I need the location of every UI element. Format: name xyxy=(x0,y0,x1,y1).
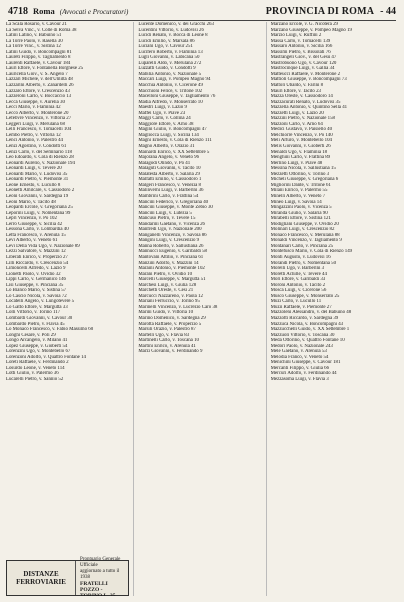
directory-entry: Losurdo Leone, v. Veneto 114 xyxy=(6,365,65,371)
directory-entry: Malagodi Olindo, v. Po 41 xyxy=(138,160,191,166)
directory-entry: Magliocca Luigi, v. Sicilia 134 xyxy=(138,132,199,138)
directory-entry: Magini Giulio, v. Boncompagni 47 xyxy=(138,127,207,133)
directory-entry: Maestri Luigi, v. Lazio 9 xyxy=(138,105,187,111)
advertisement-line: Prontuario Generale Ufficiale xyxy=(80,557,121,568)
directory-entry: Menichini Giuseppe, v. Cavour 181 xyxy=(270,360,341,366)
directory-entry: Lenci Antonio, v. Palestro 44 xyxy=(6,138,64,144)
directory-entry: Milani Enrico, v. Palermo 55 xyxy=(270,188,328,194)
directory-entry: Mineo Luigi, v. Savoia 14 xyxy=(270,199,322,205)
directory-entry: Massa Carlo, v. Tomacelli 139 xyxy=(270,38,331,44)
directory-entry: Leporini Luigi, v. Nomentana 99 xyxy=(6,210,71,216)
directory-entry: Leggeri Luigi, v. Merulana 68 xyxy=(6,121,65,127)
directory-entry: Lazzarini Alberto, v. Zanardelli 26 xyxy=(6,83,74,89)
directory-entry: Marani Pietro, v. Ovidio 10 xyxy=(138,271,193,277)
directory-entry: Lisi Giuseppe, v. Pinciana 35 xyxy=(6,282,64,288)
directory-entry: Luciani Ugo, v. Cavour 251 xyxy=(138,44,193,50)
directory-entry: Morelli Ugo, v. Barberini 3 xyxy=(270,266,325,272)
directory-entry: Mazzuca Nicola, v. Boncompagni 43 xyxy=(270,321,344,327)
directory-entry: Menaldi Ugo, v. Flaminia 18 xyxy=(270,149,328,155)
directory-entry: Malaguti Giovanni, v. Tacito 10 xyxy=(138,166,201,172)
directory-entry: Mantovani Attilio, v. Pinciana 61 xyxy=(138,254,204,260)
directory-entry: Lombardo Pietro, v. Flavia 45 xyxy=(6,321,65,327)
directory-entry: Marzano Giuseppe, v. Pompeo Magno 19 xyxy=(270,27,352,33)
directory-entry: Mazzoleni Alessandro, v. del Babuino 48 xyxy=(270,310,352,316)
directory-entry: Morandi Pietro, v. Nomentana 50 xyxy=(270,260,337,266)
directory-entry: Mazzoni Carlo, v. Arno 64 xyxy=(270,121,323,127)
directory-entry: Malfatti Emilio, v. Cassiodoro 1 xyxy=(138,177,202,183)
directory-entry: Mazzotti Riccardo, v. Sardegna 39 xyxy=(270,315,339,321)
entry-columns xyxy=(6,22,398,596)
directory-entry: Malatesta Alberto, v. Salaria 29 xyxy=(138,171,200,177)
directory-entry: Menghini Carlo, v. Frattina 89 xyxy=(270,155,331,161)
page-suffix: - 44 xyxy=(380,6,396,17)
directory-entry: Lorenzini Ugo, v. Montebello 67 xyxy=(6,349,71,355)
directory-entry: Medori Paolo, v. Nazionale 243 xyxy=(270,343,333,349)
directory-entry: Mazzacurati Renato, v. Ludovisi 35 xyxy=(270,99,341,105)
directory-entry: Marcucci Nazzareno, v. Paola 12 xyxy=(138,293,203,299)
directory-entry: Lo Bianco Mario, v. Sistina 57 xyxy=(6,288,67,294)
directory-entry: Mancini Luigi, v. Lutezia 5 xyxy=(138,210,192,216)
railway-distances-advertisement xyxy=(6,557,129,596)
directory-entry: Montanari Carlo, v. Pinciana 25 xyxy=(270,243,334,249)
directory-entry: Marzi Giovanni, v. Ferdinando 9 xyxy=(138,349,203,355)
directory-entry: Mambrini Carlo, v. Frattina 54 xyxy=(138,193,199,199)
directory-entry: Maccari Luigi, v. Pompeo Magno 94 xyxy=(138,77,211,83)
province-title: PROVINCIA DI ROMA xyxy=(265,6,375,17)
page-number: 4718 xyxy=(8,6,28,17)
directory-entry: Mancini Federico, v. Gregoriana 40 xyxy=(138,199,209,205)
directory-entry: Lotti Giulio, v. Palermo 36 xyxy=(6,371,59,377)
directory-entry: Meda Ottorino, v. Quattro Fontane 10 xyxy=(270,338,345,344)
directory-entry: Mazza Oreste, v. Cassiodoro 14 xyxy=(270,94,333,100)
directory-entry: Lolli Vittorio, v. Torino 117 xyxy=(6,310,61,316)
directory-entry: Lilli Riccardo, v. Crescenzio 54 xyxy=(6,260,69,266)
directory-entry: Manganelli Vincenzo, v. Savoia 86 xyxy=(138,232,207,238)
directory-entry: Maraini Antonio, v. Piemonte 102 xyxy=(138,266,205,272)
directory-entry: Lucifero Roberto, v. Flaminia 13 xyxy=(138,49,203,55)
advertisement-line: aggiornato a tutto il 1938 xyxy=(80,569,120,580)
directory-entry: Mazzucchelli Guido, v. XX Settembre 1 xyxy=(270,327,350,333)
directory-entry: Marzio Luigi, v. Ruffini 2 xyxy=(270,33,322,39)
directory-entry: Leoni Giovanni, v. Sardegna 19 xyxy=(6,193,69,199)
directory-entry: Levi Alberto, v. Veneto 61 xyxy=(6,238,58,244)
directory-entry: Magni Ernesto, v. Cola di Rienzo 111 xyxy=(138,138,212,144)
directory-entry: Lo Cascio Nicola, v. Savoia 72 xyxy=(6,293,67,299)
directory-entry: Lazzari Michele, v. dell'Umiltà 48 xyxy=(6,77,73,83)
directory-entry: Lombardi Giovanni, v. Cavour 30 xyxy=(6,315,73,321)
directory-entry: Moroni Antonio, v. Tacito 2 xyxy=(270,282,326,288)
directory-entry: Leonardi Pietro, v. Piemonte 31 xyxy=(6,177,69,183)
directory-entry: Muzi Carlo, v. Lucullo 11 xyxy=(270,299,322,305)
directory-entry: Macchia Antonio, v. Cicerone 49 xyxy=(138,83,203,89)
directory-entry: Manzini Adolfo, v. Mazzini 14 xyxy=(138,260,199,266)
directory-entry: Leopardi Ercole, v. Gregoriana 25 xyxy=(6,205,73,211)
directory-entry: Massimi Pietro, v. Bissolati 76 xyxy=(270,49,331,55)
directory-entry: Lucentini Vittorio, v. Ludovisi 26 xyxy=(138,27,204,33)
directory-entry: La Scala Rosario, v. Cavour 21 xyxy=(6,22,67,27)
directory-entry: Merlino Luigi, v. Piave 48 xyxy=(270,160,323,166)
directory-entry: Mastrobuono Ugo, v. Cavour 120 xyxy=(270,60,337,66)
directory-entry: Lazzaro Ettore, v. Crescenzio 43 xyxy=(6,88,70,94)
directory-entry: Mauri Ettore, v. Tacito 23 xyxy=(270,88,321,94)
directory-entry: Lucidi Emilio, v. Marsala 86 xyxy=(138,38,195,44)
directory-entry: Minelli Alberto, v. Veneto 7 xyxy=(270,193,326,199)
directory-entry: Lelli Francesco, v. Tomacelli 104 xyxy=(6,127,72,133)
directory-entry: Lezzi Salvatore, v. Mazzini 12 xyxy=(6,249,66,255)
directory-entry: Majorana Angelo, v. Veneto 96 xyxy=(138,155,200,161)
directory-entry: Letta Francesco, v. Arenula 15 xyxy=(6,232,66,238)
directory-entry: Locatelli Angelo, v. Lungotevere 5 xyxy=(6,299,75,305)
directory-entry: Mannucci Eugenio, v. Garibaldi 58 xyxy=(138,249,208,255)
advertisement-publisher: FRATELLI POZZO - TORINO xyxy=(80,581,108,596)
directory-entry: Lugli Giovanni, v. Labicana 50 xyxy=(138,55,200,61)
directory-entry: Leonardi Mario, v. Ludovisi 35 xyxy=(6,171,68,177)
directory-entry: Mastrocinque Luigi, v. Gallia 34 xyxy=(270,66,335,72)
directory-entry: Mele Gaetano, v. Arenula 53 xyxy=(270,349,327,355)
directory-entry: Lopez Giuseppe, v. Gioberti 54 xyxy=(6,343,68,349)
directory-entry: Massaro Antonio, v. Sicilia 166 xyxy=(270,44,333,50)
directory-entry: Lecci Mario, v. Flaminia 42 xyxy=(6,105,61,111)
directory-entry: Lorenzoni Adolfo, v. Quattro Fontane 14 xyxy=(6,354,86,360)
directory-entry: Medici Gustavo, v. Paisiello 40 xyxy=(270,127,333,133)
directory-entry: Muzii Raffaele, v. Piemonte 27 xyxy=(270,304,332,310)
directory-entry: Mattioli Giuseppe, v. Boncompagni 73 xyxy=(270,77,347,83)
directory-entry: Melchiorre Vincenzo, v. Po 140 xyxy=(270,132,333,138)
directory-entry: Lenzi Carlo, v. del Seminario 118 xyxy=(6,149,72,155)
directory-entry: Lo Monaco Francesco, v. Fabio Massimo 60 xyxy=(6,327,94,333)
directory-entry: Macchioni Felice, v. Tritone 102 xyxy=(138,88,203,94)
directory-entry: Mezzetti Ottorino, v. Torino 3 xyxy=(270,171,330,177)
directory-entry: Leone Ernesto, v. Lucullo 8 xyxy=(6,182,61,188)
advertisement-title: DISTANZE FERROVIARIE xyxy=(7,561,76,595)
directory-entry: Lessona Carlo, v. Lombardia 40 xyxy=(6,227,69,233)
header-left xyxy=(8,6,128,17)
directory-entry: Matteucci Raffaele, v. Monterone 2 xyxy=(270,71,341,77)
directory-entry: Migliorini Dante, v. Tritone 61 xyxy=(270,182,331,188)
directory-entry: Musco Giuseppe, v. Monserrato 25 xyxy=(270,293,340,299)
advertisement-price: L. 35 xyxy=(103,593,116,596)
directory-entry: Mabilia Antonio, v. Nazionale 5 xyxy=(138,71,202,77)
directory-entry: Latini Latino, v. Babuino 51 xyxy=(6,33,62,39)
directory-entry: Lauricella Giov., v. S. Angelo 7 xyxy=(6,71,68,77)
directory-entry: Mirabelli Ettore, v. Sistina 121 xyxy=(270,216,331,222)
directory-entry: Molinari Luigi, v. Crescenzio 82 xyxy=(270,227,335,233)
directory-entry: La Selva Vinc., v. Colle di Roma 38 xyxy=(6,27,77,33)
directory-entry: Leo Edoardo, v. Cola di Rienzo 28 xyxy=(6,155,74,161)
directory-entry: Lucente Domenico, v. dei Gracchi 263 xyxy=(138,22,214,27)
directory-entry: Mastrangeli Giov., v. del Gesù 47 xyxy=(270,55,337,61)
directory-entry: Mangini Luigi, v. Crescenzio 9 xyxy=(138,238,200,244)
directory-entry: Mazzella Antonio, v. Quintino Sella 41 xyxy=(270,105,348,111)
directory-entry: Lepri Vincenzo, v. Po 102 xyxy=(6,216,57,222)
directory-entry: Miranda Giulio, v. Salaria 90 xyxy=(270,210,328,216)
directory-entry: Maffei Ugo, v. Piave 23 xyxy=(138,110,186,116)
directory-entry: Mattoli Ubaldo, v. Farini 8 xyxy=(270,83,324,89)
directory-entry: Mori Ettore, v. Garibaldi 33 xyxy=(270,277,326,283)
directory-entry: Maggi Carlo, v. Collina 24 xyxy=(138,116,191,122)
directory-entry: Leonardi Aurelio, v. Nazionale 194 xyxy=(6,160,75,166)
directory-entry: Mingazzini Paolo, v. Vicenza 5 xyxy=(270,205,332,211)
directory-entry: Lembo Pietro, v. Vittoria 12 xyxy=(6,132,61,138)
directory-entry: Micheli Giuseppe, v. Gregoriana 6 xyxy=(270,177,339,183)
directory-entry: Mancini Giuseppe, v. Monte Zebio 30 xyxy=(138,205,213,211)
directory-entry: Lucarelli Pietro, v. Sannio 52 xyxy=(6,377,64,382)
directory-entry: La Torre Vinc., v. Sistina 12 xyxy=(6,44,61,50)
directory-entry: Lauri Ettore, v. Fontanella Borghese 25 xyxy=(6,66,84,72)
directory-entry: Marzano Ercole, v. G. Nicotera 29 xyxy=(270,22,338,27)
directory-entry: Mercanti Filippo, v. Giulia 66 xyxy=(270,365,330,371)
directory-entry: Longhi Cesare, v. Poli 29 xyxy=(6,332,56,338)
directory-entry: Liberati Enrico, v. Properzio 27 xyxy=(6,254,68,260)
directory-entry: Manfredi Ugo, v. Nazionale 200 xyxy=(138,227,202,233)
directory-entry: Marini Guido, v. Vittoria 10 xyxy=(138,310,194,316)
directory-entry: Latini Guido, v. Boncompagni 81 xyxy=(6,49,72,55)
directory-entry: Malgeri Francesco, v. Venezia 8 xyxy=(138,182,201,188)
section-subtitle: (Avvocati e Procuratori) xyxy=(59,8,129,16)
directory-entry: Mazzuoli Vittorio, v. Toscana 30 xyxy=(270,332,335,338)
section-title: Roma xyxy=(33,6,55,16)
directory-entry: Marotta Raffaele, v. Properzio 5 xyxy=(138,321,202,327)
directory-entry: Mazzini Pietro, v. Nazionale 158 xyxy=(270,116,335,122)
directory-entry: Mandarini Gaetano, v. Vicenza 26 xyxy=(138,221,205,227)
directory-entry: Mezzasoma Luigi, v. Flavia 3 xyxy=(270,377,329,382)
directory-entry: Marchetti Oreste, v. Cesi 21 xyxy=(138,288,194,294)
directory-entry: Mosca Luigi, v. Cicerone 56 xyxy=(270,288,327,294)
directory-entry: Messina Nicola, v. Sallustiana 15 xyxy=(270,166,336,172)
column-2 xyxy=(138,22,266,596)
directory-entry: Marchesi Luigi, v. Giulia 128 xyxy=(138,282,197,288)
directory-entry: Luzzatti Guido, v. Condotti 9 xyxy=(138,66,196,72)
directory-entry: Leonardi Luigi, v. Tevere 20 xyxy=(6,166,62,172)
directory-entry: Mazzetti Luigi, v. Lazio 20 xyxy=(270,110,324,116)
directory-entry: Leoni Mario, v. Tacito 48 xyxy=(6,199,56,205)
directory-entry: Loreti Raffaele, v. Ferdinando 2 xyxy=(6,360,69,366)
directory-entry: Lecca Giuseppe, v. Aurelia 30 xyxy=(6,99,65,105)
directory-entry: Monti Augusto, v. Ludovisi 16 xyxy=(270,254,331,260)
directory-entry: Marcelli Giuseppe, v. Margutta 51 xyxy=(138,277,206,283)
directory-entry: Marsili Orazio, v. Palestro 87 xyxy=(138,327,196,333)
directory-entry: Montefusco Mario, v. Cola di Rienzo 149 xyxy=(270,249,353,255)
advertisement-body xyxy=(76,557,128,596)
directory-entry: Maggiore Ettore, v. Arno 38 xyxy=(138,121,194,127)
directory-entry: Lucidi Renato, v. Bocca di Leone 8 xyxy=(138,33,208,39)
directory-entry: Lionetti Paolo, v. Ovidio 32 xyxy=(6,271,61,277)
directory-entry: Moretti Achille, v. Tevere 44 xyxy=(270,271,327,277)
column-1 xyxy=(6,22,134,596)
header-right xyxy=(266,6,396,17)
directory-entry: Monaldi Vincenzo, v. Tagliamento 9 xyxy=(270,238,342,244)
directory-entry: Martini Enrico, v. Arenula 41 xyxy=(138,343,196,349)
directory-entry: Laurenti Raffaele, v. Cavour 184 xyxy=(6,60,71,66)
directory-entry: Malinverni Luigi, v. Barberini 36 xyxy=(138,188,204,194)
advertisement-footer xyxy=(80,581,124,596)
directory-entry: Mancuso Pietro, v. Tevere 15 xyxy=(138,216,196,222)
directory-entry: Melis Giovanni, v. Gioberti 26 xyxy=(270,144,331,150)
directory-entry: Lecco Alberto, v. Monterone 20 xyxy=(6,110,69,116)
directory-entry: Marinelli Vincenzo, v. Lucrezio Caro 38 xyxy=(138,304,218,310)
directory-entry: Martelli Ugo, v. Flavia 83 xyxy=(138,332,190,338)
directory-entry: Mainardi Enrico, v. XX Settembre 5 xyxy=(138,149,210,155)
directory-entry: Laureti Filippo, v. Tagliamento 8 xyxy=(6,55,71,61)
directory-entry: Lerro Giuseppe, v. Sicilia 42 xyxy=(6,221,63,227)
directory-entry: Leonetti Amilcare, v. Cassiodoro 2 xyxy=(6,188,75,194)
directory-entry: Macelloni Giuseppe, v. Tagliamento 76 xyxy=(138,94,216,100)
column-3 xyxy=(271,22,398,596)
directory-entry: Melodia Franco, v. Veneto 54 xyxy=(270,354,329,360)
directory-entry: Mariani Ferruccio, v. Torino 95 xyxy=(138,299,200,305)
directory-entry: Lazzeroni Carlo, v. Boccaccio 13 xyxy=(6,94,72,100)
directory-entry: Mercuri Adolfo, v. Ferdinando 44 xyxy=(270,371,337,377)
directory-entry: Longo Arcangelo, v. Milano 41 xyxy=(6,338,68,344)
directory-entry: La Torre Paolo, v. Rasella 30 xyxy=(6,38,63,44)
directory-entry: Lenzi Agostino, v. Condotti 61 xyxy=(6,144,67,150)
directory-entry: Luparelli Aldo, v. Merulana 272 xyxy=(138,60,202,66)
directory-entry: Lo Gatto Ettore, v. Margutta 33 xyxy=(6,304,68,310)
directory-entry: Manna Roberto, v. Sallustiana 26 xyxy=(138,243,204,249)
directory-entry: Martinelli Carlo, v. Toscana 10 xyxy=(138,338,199,344)
directory-entry: Magno Alberto, v. Orazio 31 xyxy=(138,144,195,150)
directory-entry: Meli Arturo, v. Montebello 104 xyxy=(270,138,333,144)
directory-entry: Levi Della Vida Ugo, v. Nazionale 89 xyxy=(6,243,80,249)
directory-entry: Marino Domenico, v. Sardegna 29 xyxy=(138,315,206,321)
directory-entry: Lippi Carlo, v. Germanico 146 xyxy=(6,277,66,283)
page-header xyxy=(8,6,396,21)
directory-entry: Madia Alfredo, v. Monserrato 10 xyxy=(138,99,203,105)
directory-entry: Modigliani Giuseppe, v. Ovidio 20 xyxy=(270,221,339,227)
directory-entry: Monaco Francesco, v. Merulana 88 xyxy=(270,232,340,238)
directory-entry: Lefebvre Vincenzo, v. Vittoria 27 xyxy=(6,116,72,122)
directory-entry: Limoncelli Alfredo, v. Lazio 9 xyxy=(6,266,66,272)
